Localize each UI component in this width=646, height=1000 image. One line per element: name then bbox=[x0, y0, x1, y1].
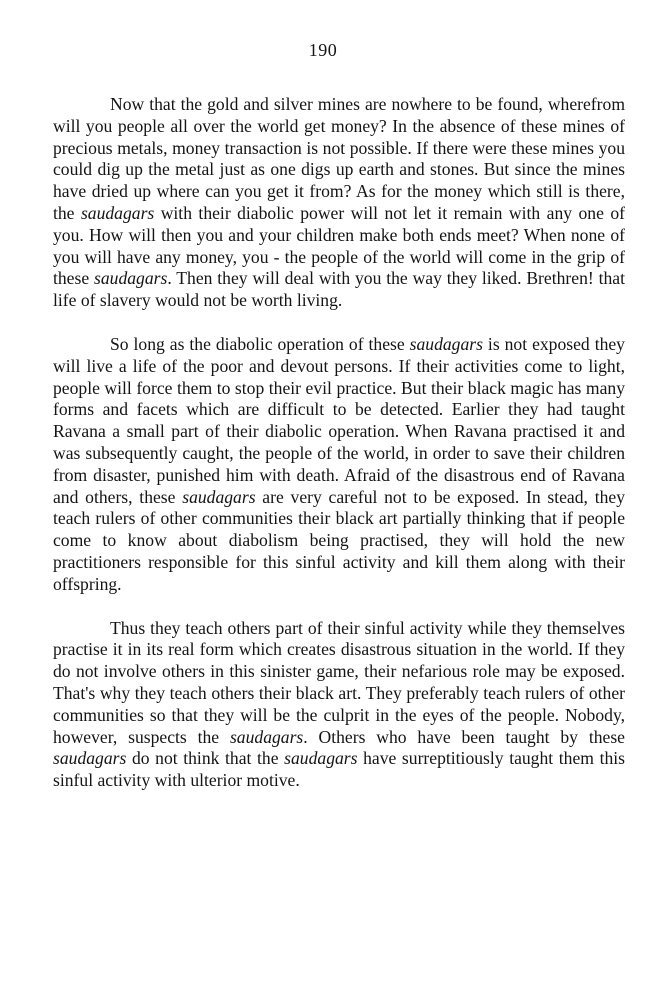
italic-term: saudagars bbox=[182, 486, 256, 507]
italic-term: saudagars bbox=[229, 726, 304, 747]
text-run: So long as the diabolic operation of these bbox=[110, 333, 410, 354]
text-run: Now that the gold and silver mines are nowhere to be found, wherefrom will you people all over the world get money? In the absence of these mines of precious metals, money transaction is not possible. If there were these mines you could dig up the metal just as one digs up earth and stones. But since the mines have dried up where can you get it from? As for the money which still is there, the bbox=[53, 94, 625, 223]
text-run: Thus they teach others part of their sinful activity while they themselves practise it in its real form which creates disastrous situation in the world. If they do not involve others in this sinister game, their nefarious role may be exposed. That's why they teach others their black art. They preferably teach rulers of other communities so that they will be the culprit in the eyes of the people. Nobody, however, suspects the bbox=[53, 617, 625, 747]
body-text bbox=[53, 94, 625, 792]
paragraph bbox=[53, 618, 625, 792]
text-run: with their diabolic power will not let it remain with any one of you. How will then you and your children make both ends meet? When none of you will have any money, you - the people of the world will come in the grip of these bbox=[53, 202, 625, 289]
italic-term: saudagars bbox=[94, 268, 168, 289]
italic-term: saudagars bbox=[53, 748, 127, 769]
italic-term: saudagars bbox=[80, 202, 155, 223]
page-number: 190 bbox=[308, 40, 338, 60]
text-run: have surreptitiously taught them this sinful activity with ulterior motive. bbox=[53, 748, 625, 791]
text-run: . Then they will deal with you the way they liked. Brethren! that life of slavery would not be worth living. bbox=[53, 268, 625, 311]
text-run: are very careful not to be exposed. In stead, they teach rulers of other communities their black art partially thinking that if people come to know about diabolism being practised, they will hold the new practitioners responsible for this sinful activity and kill them along with their offspring. bbox=[53, 486, 625, 594]
italic-term: saudagars bbox=[284, 748, 358, 769]
text-run: . Others who have been taught by these bbox=[303, 726, 625, 747]
italic-term: saudagars bbox=[409, 333, 483, 354]
text-run: is not exposed they will live a life of the poor and devout persons. If their activities come to light, people will force them to stop their evil practice. But their black magic has many forms and facets which are difficult to be detected. Earlier they had taught Ravana a small part of their diabolic operation. When Ravana practised it and was subsequently caught, the people of the world, in order to save their children from disaster, punished him with death. Afraid of the disastrous end of Ravana and others, these bbox=[53, 333, 625, 507]
paragraph bbox=[53, 94, 625, 312]
text-run: do not think that the bbox=[126, 748, 285, 769]
paragraph bbox=[53, 334, 625, 596]
